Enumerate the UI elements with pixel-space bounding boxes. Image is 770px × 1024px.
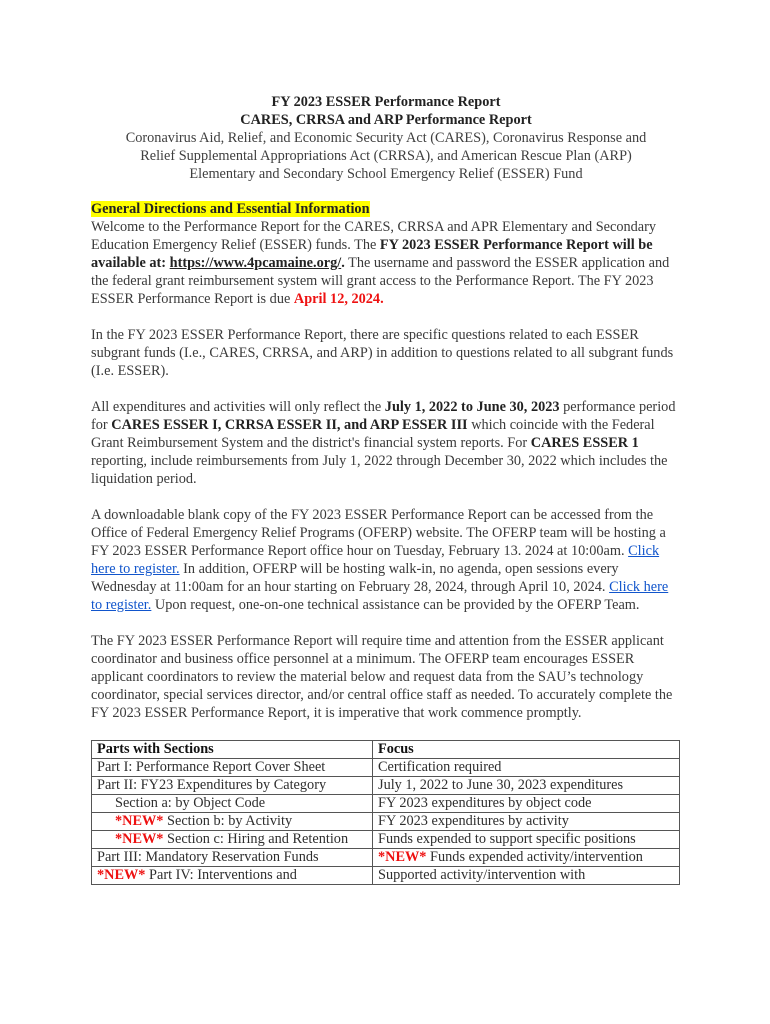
part-cell — [92, 813, 373, 831]
register-link-office-hour[interactable]: Click here to register. — [91, 543, 660, 577]
expenditures-text-a: All expenditures and activities will only reflect the — [91, 399, 385, 415]
report-title: FY 2023 ESSER Performance Report — [271, 94, 501, 110]
performance-period: July 1, 2022 to June 30, 2023 — [384, 399, 560, 415]
office-hours-text-a: A downloadable blank copy of the FY 2023 ESSER Performance Report can be accessed from the Office of Federal Emergency Relief Programs (OFERP) website. The OFERP team will be hosting a FY 2023 ESSER Performance Report office hour on Tuesday, February 13. 2024 at 10:00am. — [91, 507, 666, 559]
act-name-line-3: Elementary and Secondary School Emergency Relief (ESSER) Fund — [189, 166, 583, 182]
document-page — [91, 93, 681, 885]
act-name-line-2: Relief Supplemental Appropriations Act (CRRSA), and American Rescue Plan (ARP) — [140, 148, 632, 164]
part-cell: Section a: by Object Code — [92, 795, 373, 813]
paragraph-expenditures — [91, 398, 681, 488]
due-date: April 12, 2024. — [293, 291, 384, 307]
register-link-walk-in[interactable]: Click here to register. — [91, 579, 669, 613]
table-row — [92, 849, 680, 867]
table-row — [92, 831, 680, 849]
focus-cell: FY 2023 expenditures by activity — [373, 813, 680, 831]
paragraph-questions: In the FY 2023 ESSER Performance Report, there are specific questions related to each ESSER subgrant funds (I.e., CARES, CRRSA, and ARP) in addition to questions related to all subgrant funds (I.e. ESSER). — [91, 327, 674, 379]
esser-funds-list: CARES ESSER I, CRRSA ESSER II, and ARP ESSER III — [111, 417, 468, 433]
expenditures-text-e: which coincide with the Federal Grant Reimbursement System and the district's financial system reports. For — [91, 417, 655, 451]
paragraph-requirements: The FY 2023 ESSER Performance Report will require time and attention from the ESSER applicant coordinator and business office personnel at a minimum. The OFERP team encourages ESSER applicant coordinators to review the material below and request data from the SAU’s technology coordinator, special services director, and/or central office staff as needed. To accurately complete the FY 2023 ESSER Performance Report, it is imperative that work commence promptly. — [91, 633, 673, 721]
new-tag: *NEW* — [97, 867, 146, 883]
office-hours-text-b: In addition, OFERP will be hosting walk-in, no agenda, open sessions every Wednesday at 11:00am for an hour starting on February 28, 2024, through April 10, 2024. — [91, 561, 619, 595]
new-tag: *NEW* — [378, 849, 427, 865]
portal-link[interactable]: https://www.4pcamaine.org/ — [169, 255, 342, 271]
table-row — [92, 759, 680, 777]
section-heading-container — [91, 200, 681, 218]
paragraph-welcome — [91, 218, 681, 308]
table-row — [92, 795, 680, 813]
table-row — [92, 777, 680, 795]
new-tag: *NEW* — [115, 831, 164, 847]
part-cell — [92, 831, 373, 849]
act-name-line-1: Coronavirus Aid, Relief, and Economic Security Act (CARES), Coronavirus Response and — [125, 130, 647, 146]
focus-cell: Certification required — [373, 759, 680, 777]
report-subtitle: CARES, CRRSA and ARP Performance Report — [240, 112, 532, 128]
table-header-row — [92, 741, 680, 759]
focus-text: Funds expended activity/intervention — [426, 849, 643, 865]
new-tag: *NEW* — [115, 813, 164, 829]
header-focus: Focus — [373, 741, 680, 759]
focus-cell: FY 2023 expenditures by object code — [373, 795, 680, 813]
office-hours-text-c: Upon request, one-on-one technical assistance can be provided by the OFERP Team. — [151, 597, 640, 613]
focus-cell: July 1, 2022 to June 30, 2023 expenditures — [373, 777, 680, 795]
part-cell: Part III: Mandatory Reservation Funds — [92, 849, 373, 867]
focus-cell — [373, 849, 680, 867]
part-cell — [92, 867, 373, 885]
expenditures-text-c: performance period for — [91, 399, 676, 433]
focus-cell: Funds expended to support specific positions — [373, 831, 680, 849]
parts-table — [91, 740, 680, 885]
welcome-text: Welcome to the Performance Report for the CARES, CRRSA and APR Elementary and Secondary Education Emergency Relief (ESSER) funds. The — [91, 219, 657, 253]
focus-cell: Supported activity/intervention with — [373, 867, 680, 885]
table-row — [92, 813, 680, 831]
part-text: Section b: by Activity — [163, 813, 293, 829]
part-cell: Part II: FY23 Expenditures by Category — [92, 777, 373, 795]
part-text: Part IV: Interventions and — [145, 867, 297, 883]
table-row — [92, 867, 680, 885]
availability-text: FY 2023 ESSER Performance Report will be available at: — [91, 237, 653, 271]
cares-esser-1: CARES ESSER 1 — [530, 435, 639, 451]
part-cell: Part I: Performance Report Cover Sheet — [92, 759, 373, 777]
part-text: Section c: Hiring and Retention — [163, 831, 349, 847]
paragraph-office-hours — [91, 506, 681, 614]
header-parts: Parts with Sections — [92, 741, 373, 759]
availability-period: . — [341, 255, 345, 271]
expenditures-text-g: reporting, include reimbursements from July 1, 2022 through December 30, 2022 which includes the liquidation period. — [91, 453, 668, 487]
access-text: The username and password the ESSER application and the federal grant reimbursement system will grant access to the Performance Report. The FY 2023 ESSER Performance Report is due — [91, 255, 670, 307]
section-heading: General Directions and Essential Information — [91, 201, 370, 217]
